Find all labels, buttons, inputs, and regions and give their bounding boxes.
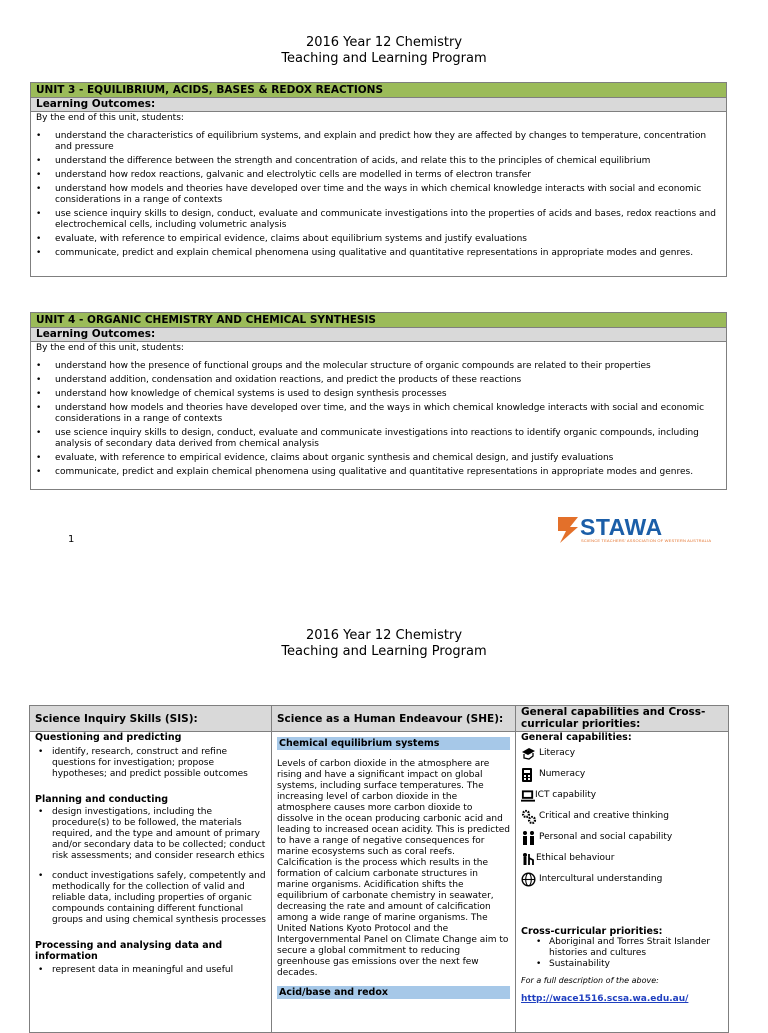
capability-label: ICT capability: [535, 790, 597, 800]
gc-cell: [516, 732, 729, 1033]
capability-label: Ethical behaviour: [536, 853, 615, 863]
list-item: • conduct investigations safely, competently and methodically for the collection of valid and reliable data, including properties of organic compounds containing different functional groups and using chemical synthesis processes: [35, 871, 266, 926]
unit3-heading: UNIT 3 - EQUILIBRIUM, ACIDS, BASES & REDOX REACTIONS: [31, 83, 726, 98]
capability-numeracy: [521, 764, 723, 785]
sis-cell: [30, 732, 272, 1033]
unit4-box: [30, 312, 727, 490]
list-item: • evaluate, with reference to empirical evidence, claims about organic synthesis and chemical design, and justify evaluations: [36, 453, 720, 464]
numeracy-icon: [521, 767, 539, 783]
capability-literacy: [521, 743, 723, 764]
page1-title-line1: 2016 Year 12 Chemistry: [305, 35, 463, 50]
page2-title: [0, 628, 768, 660]
logo-subtext: SCIENCE TEACHERS' ASSOCIATION OF WESTERN AUSTRALIA: [581, 538, 712, 543]
gears-icon: [521, 809, 539, 825]
list-item: • understand the characteristics of equilibrium systems, and explain and predict how they are affected by changes to temperature, concentration and pressure: [36, 131, 720, 153]
she-heading-2: Acid/base and redox: [277, 986, 510, 999]
ccp-list: [521, 937, 723, 970]
page1-title: [0, 35, 768, 67]
unit4-outcomes-list: [31, 361, 726, 489]
list-item: • understand addition, condensation and oxidation reactions, and predict the products of these reactions: [36, 375, 720, 386]
capability-label: Critical and creative thinking: [539, 811, 669, 821]
list-item: • understand how models and theories have developed over time, and the ways in which chemical knowledge interacts with social and economic considerations in a range of contexts: [36, 403, 720, 425]
capability-intercultural: [521, 869, 723, 890]
list-item: • understand how redox reactions, galvanic and electrolytic cells are modelled in terms of electron transfer: [36, 170, 720, 181]
stawa-logo: [556, 514, 712, 548]
planning-heading: Planning and conducting: [35, 794, 169, 805]
page1-title-line2: Teaching and Learning Program: [281, 51, 487, 66]
capability-label: Personal and social capability: [539, 832, 673, 842]
capability-label: Literacy: [539, 748, 576, 758]
page2-title-line1: 2016 Year 12 Chemistry: [305, 628, 463, 643]
globe-icon: [521, 872, 539, 887]
capability-label: Intercultural understanding: [539, 874, 663, 884]
ict-icon: [521, 789, 535, 803]
list-item: • understand how knowledge of chemical systems is used to design synthesis processes: [36, 389, 720, 400]
list-item: • communicate, predict and explain chemical phenomena using qualitative and quantitative representations in appropriate modes and genres.: [36, 248, 720, 259]
planning-list: [35, 807, 266, 926]
capability-ict: [521, 785, 723, 806]
scsa-link[interactable]: http://wace1516.scsa.wa.edu.au/: [521, 994, 689, 1004]
page-number: 1: [68, 534, 75, 545]
ethics-icon: [521, 852, 536, 866]
capability-label: Numeracy: [539, 769, 586, 779]
ccp-heading: Cross-curricular priorities:: [521, 926, 663, 937]
she-column-header: Science as a Human Endeavour (SHE):: [272, 706, 516, 732]
list-item: • communicate, predict and explain chemical phenomena using qualitative and quantitative representations in appropriate modes and genres.: [36, 467, 720, 478]
capability-critical-thinking: [521, 806, 723, 827]
list-item: • Sustainability: [521, 959, 723, 970]
page2-title-line2: Teaching and Learning Program: [281, 644, 487, 659]
list-item: • design investigations, including the procedure(s) to be followed, the materials required, and the type and amount of primary and/or secondary data to be collected; conduct risk assessments; and consider research ethics: [35, 807, 266, 862]
unit3-box: [30, 82, 727, 277]
unit4-heading: UNIT 4 - ORGANIC CHEMISTRY AND CHEMICAL SYNTHESIS: [31, 313, 726, 328]
list-item: • use science inquiry skills to design, conduct, evaluate and communicate investigations into the properties of acids and bases, redox reactions and electrochemical cells, including volumetric analysis: [36, 209, 720, 231]
literacy-icon: [521, 746, 539, 761]
list-item: • evaluate, with reference to empirical evidence, claims about equilibrium systems and justify evaluations: [36, 234, 720, 245]
list-item: • understand how models and theories have developed over time and the ways in which chemical knowledge interacts with social and economic considerations in a range of contexts: [36, 184, 720, 206]
list-item: • identify, research, construct and refine questions for investigation; propose hypotheses; and predict possible outcomes: [35, 747, 266, 780]
list-item: • understand how the presence of functional groups and the molecular structure of organic compounds are related to their properties: [36, 361, 720, 372]
unit3-intro: By the end of this unit, students:: [36, 113, 184, 123]
questioning-list: [35, 747, 266, 780]
list-item: • Aboriginal and Torres Strait Islander histories and cultures: [521, 937, 723, 959]
she-cell: [272, 732, 516, 1033]
capabilities-heading: General capabilities:: [521, 732, 632, 743]
unit3-outcomes-list: [31, 131, 726, 276]
capability-personal-social: [521, 827, 723, 848]
unit3-outcomes-heading: Learning Outcomes:: [31, 98, 726, 112]
unit4-intro: By the end of this unit, students:: [36, 343, 184, 353]
list-item: • understand the difference between the strength and concentration of acids, and relate this to the principles of chemical equilibrium: [36, 156, 720, 167]
stawa-logo-mark-icon: [556, 515, 580, 545]
full-description-note: For a full description of the above:: [521, 976, 659, 985]
logo-text: STAWA: [580, 514, 663, 540]
unit4-outcomes-heading: Learning Outcomes:: [31, 328, 726, 342]
list-item: • use science inquiry skills to design, conduct, evaluate and communicate investigations into reactions to identify organic compounds, including analysis of secondary data derived from chemical analysis: [36, 428, 720, 450]
people-icon: [521, 830, 539, 846]
she-body: Levels of carbon dioxide in the atmosphere are rising and have a significant impact on global systems, including surface temperatures. The increasing level of carbon dioxide in the atmosphere causes more carbon dioxide to dissolve in the ocean producing carbonic acid and leading to increased ocean acidity. This is predicted to have a range of negative consequences for marine ecosystems such as coral reefs. Calcification is the process which results in the formation of calcium carbonate structures in marine organisms. Acidification shifts the equilibrium of carbonate chemistry in seawater, decreasing the rate and amount of calcification among a wide range of marine organisms. The United Nations Kyoto Protocol and the Intergovernmental Panel on Climate Change aim to secure a global commitment to reducing greenhouse gas emissions over the next few decades.: [277, 759, 510, 978]
she-heading: Chemical equilibrium systems: [277, 737, 510, 750]
sis-column-header: Science Inquiry Skills (SIS):: [30, 706, 272, 732]
list-item: • represent data in meaningful and useful: [35, 965, 266, 976]
processing-heading: Processing and analysing data and information: [35, 940, 223, 962]
capability-ethical: [521, 848, 723, 869]
program-table: [29, 705, 729, 1033]
processing-list: [35, 965, 266, 976]
questioning-heading: Questioning and predicting: [35, 732, 182, 743]
gc-column-header: General capabilities and Cross-curricular priorities:: [516, 706, 729, 732]
